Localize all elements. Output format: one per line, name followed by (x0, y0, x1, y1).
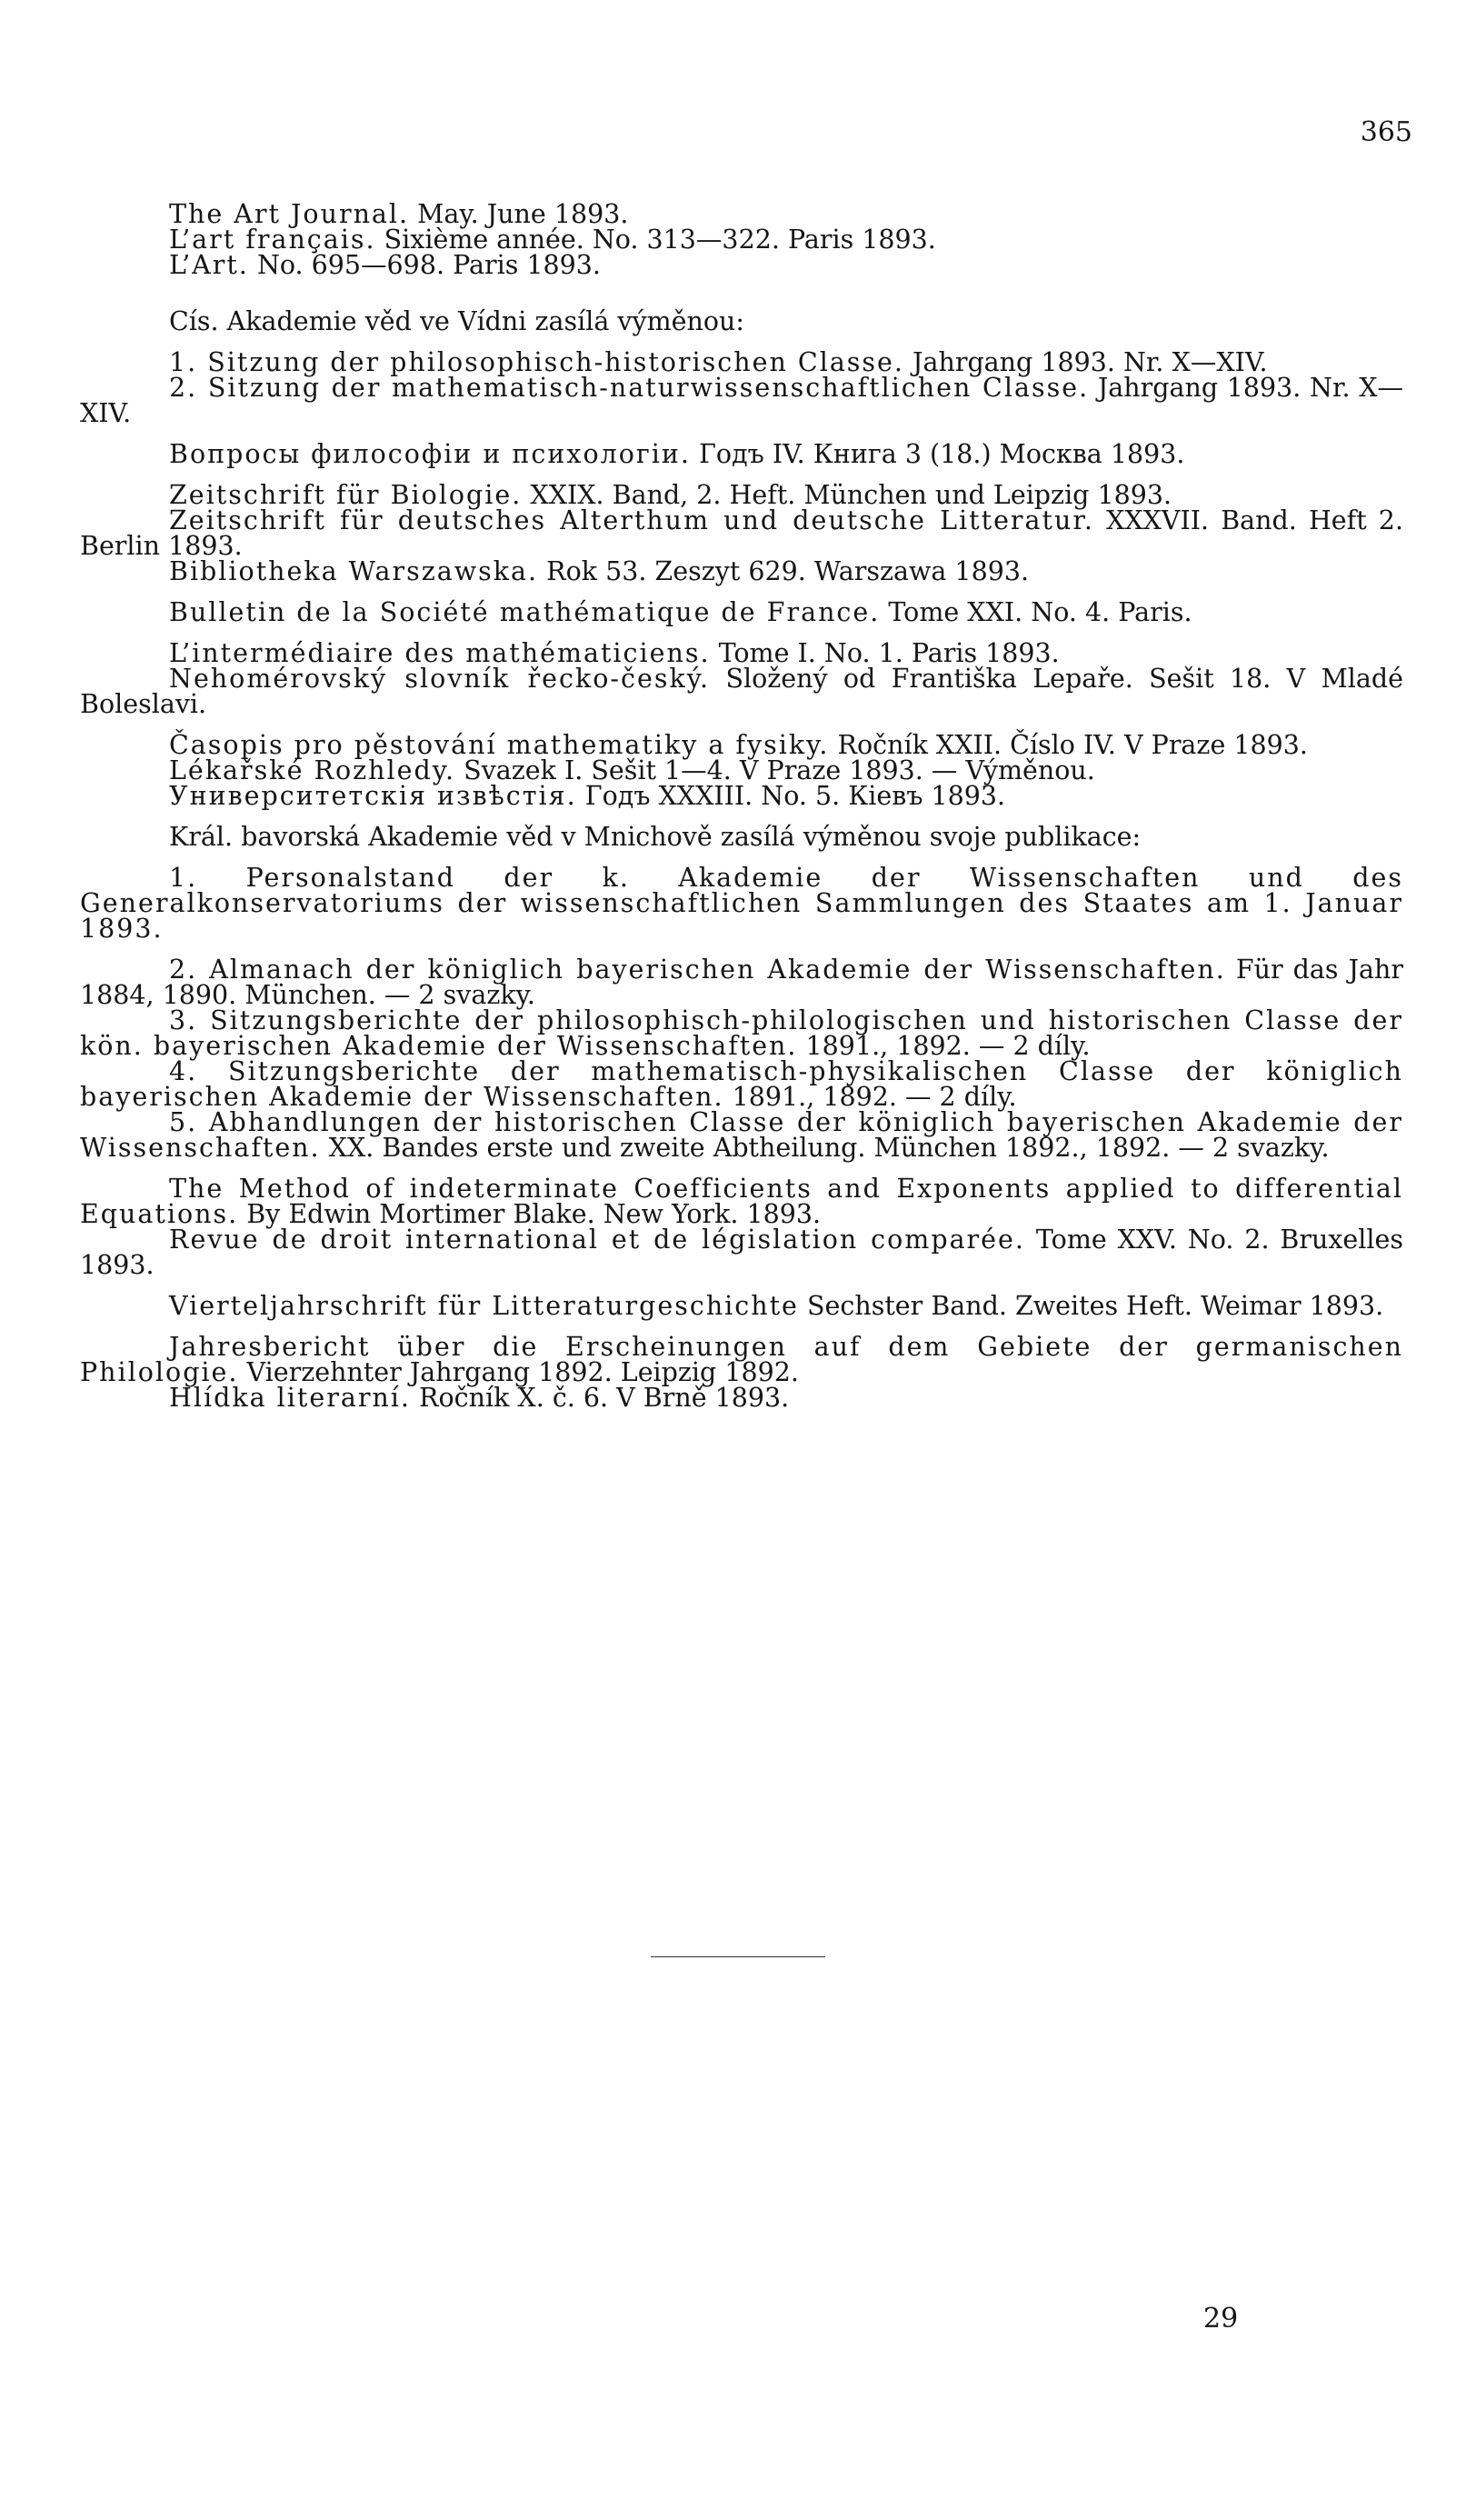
entry-details: Годъ XXXIII. No. 5. Кіевъ 1893. (584, 781, 1006, 811)
entry-title: Zeitschrift für Biologie. (169, 480, 523, 510)
entry-details: Годъ IV. Книга 3 (18.) Москва 1893. (699, 439, 1185, 469)
bibliography-entry (80, 199, 1403, 229)
bibliography-list (80, 199, 1404, 1413)
bibliography-entry (80, 556, 1403, 586)
entry-details: Ročník X. č. 6. V Brně 1893. (419, 1383, 790, 1413)
entry-title: 1. Sitzung der philosophisch-historischen Classe. (169, 347, 904, 377)
entry-details: XXXVII. Band. Heft 2. Berlin 1893. (80, 505, 1404, 561)
bibliography-entry (80, 638, 1403, 668)
entry-details: Jahrgang 1893. Nr. X—XIV. (80, 373, 1403, 428)
bibliography-entry (80, 505, 1404, 561)
bibliography-entry (80, 730, 1403, 760)
bibliography-entry (80, 306, 1403, 336)
entry-title: Časopis pro pěstování mathematiky a fysiky. (169, 730, 830, 760)
bibliography-entry (80, 1176, 1403, 1227)
entry-details: Tome XXV. No. 2. Bruxelles 1893. (80, 1225, 1404, 1280)
entry-details: Tome I. No. 1. Paris 1893. (718, 638, 1060, 668)
bibliography-entry (80, 375, 1403, 426)
entry-title: 2. Sitzung der mathematisch-naturwissenschaftlichen Classe. (169, 373, 1090, 403)
entry-title: Bulletin de la Société mathématique de France. (169, 597, 881, 627)
entry-details: Vierzehnter Jahrgang 1892. Leipzig 1892. (246, 1357, 799, 1387)
entry-details: Král. bavorská Akademie věd v Mnichově zasílá výměnou svoje publikace: (169, 822, 1142, 852)
section-divider (651, 1956, 825, 1957)
entry-details: Jahrgang 1893. Nr. X—XIV. (913, 347, 1268, 377)
bibliography-entry (80, 227, 1403, 253)
entry-details: 1891., 1892. — 2 díly. (732, 1082, 1017, 1112)
entry-title: The Art Journal. (169, 199, 410, 229)
entry-details: XXIX. Band, 2. Heft. München und Leipzig 1893. (530, 480, 1172, 510)
entry-details: 1891., 1892. — 2 díly. (805, 1031, 1091, 1061)
entry-details: Složený od Františka Lepaře. Sešit 18. V Mladé Boleslavi. (80, 664, 1403, 719)
bibliography-entry (80, 347, 1403, 377)
bibliography-entry (80, 1056, 1403, 1112)
bibliography-entry (80, 666, 1403, 717)
bibliography-entry (80, 1107, 1403, 1163)
page-number-bottom: 29 (1203, 2303, 1239, 2335)
entry-title: 3. Sitzungsberichte der philosophisch-philologischen und historischen Classe der kön. bayerischen Akademie der Wissenschaften. (80, 1005, 1403, 1061)
bibliography-entry (80, 822, 1403, 852)
bibliography-entry (80, 1005, 1403, 1061)
entry-title: Vierteljahrschrift für Litteraturgeschichte (169, 1291, 799, 1321)
entry-details: Cís. Akademie věd ve Vídni zasílá výměnou: (169, 306, 744, 336)
entry-title: Lékařské Rozhledy. (169, 755, 456, 785)
entry-details: Für das Jahr 1884, 1890. München. — 2 svazky. (80, 955, 1403, 1010)
bibliography-entry (80, 1385, 1403, 1411)
entry-details: XX. Bandes erste und zweite Abtheilung. München 1892., 1892. — 2 svazky. (328, 1133, 1330, 1163)
entry-details: Rok 53. Zeszyt 629. Warszawa 1893. (546, 556, 1030, 586)
bibliography-entry (80, 1291, 1403, 1321)
bibliography-entry (80, 865, 1403, 942)
entry-details: May. June 1893. (417, 199, 629, 229)
entry-title: L’art français. (169, 225, 376, 255)
bibliography-entry (80, 1332, 1403, 1387)
bibliography-entry (80, 755, 1403, 785)
bibliography-entry (80, 250, 1403, 280)
entry-details: Svazek I. Sešit 1—4. V Praze 1893. — Výměnou. (464, 755, 1095, 785)
bibliography-entry (80, 480, 1403, 510)
entry-title: Hlídka literarní. (169, 1383, 411, 1413)
entry-title: L’intermédiaire des mathématiciens. (169, 638, 711, 668)
entry-title: Университетскія извѣстія. (169, 781, 577, 811)
entry-title: Вопросы философіи и психологіи. (169, 439, 691, 469)
entry-details: Sixième année. No. 313—322. Paris 1893. (384, 225, 936, 255)
entry-details: Tome XXI. No. 4. Paris. (888, 597, 1192, 627)
entry-title: Jahresbericht über die Erscheinungen auf dem Gebiete der germanischen Philologie. (80, 1332, 1403, 1387)
entry-title: Revue de droit international et de législation comparée. (169, 1225, 1025, 1255)
entry-title: 5. Abhandlungen der historischen Classe der königlich bayerischen Akademie der Wissenschaften. (80, 1107, 1403, 1163)
entry-title: Bibliotheka Warszawska. (169, 556, 539, 586)
entry-title: 2. Almanach der königlich bayerischen Akademie der Wissenschaften. (169, 955, 1226, 985)
entry-title: L’Art. (169, 250, 249, 280)
bibliography-entry (80, 597, 1403, 627)
page-number-top: 365 (1360, 116, 1412, 148)
entry-details: No. 695—698. Paris 1893. (256, 250, 601, 280)
entry-title: Nehomérovský slovník řecko-český. (169, 664, 711, 694)
entry-title: 4. Sitzungsberichte der mathematisch-physikalischen Classe der königlich bayerischen Akademie der Wissenschaften. (80, 1056, 1403, 1112)
bibliography-entry (80, 957, 1403, 1008)
entry-details: Sechster Band. Zweites Heft. Weimar 1893. (806, 1291, 1384, 1321)
bibliography-entry (80, 439, 1403, 469)
bibliography-entry (80, 781, 1403, 811)
entry-title: 1. Personalstand der k. Akademie der Wissenschaften und des Generalkonservatoriums der wissenschaftlichen Sammlungen des Staates am 1. Januar 1893. (80, 863, 1403, 944)
entry-title: Zeitschrift für deutsches Alterthum und deutsche Litteratur. (169, 505, 1094, 535)
entry-details: By Edwin Mortimer Blake. New York. 1893. (246, 1199, 822, 1229)
entry-details: Ročník XXII. Číslo IV. V Praze 1893. (837, 730, 1308, 760)
bibliography-entry (80, 1227, 1403, 1278)
entry-title: The Method of indeterminate Coefficients and Exponents applied to differential Equations. (80, 1174, 1403, 1229)
